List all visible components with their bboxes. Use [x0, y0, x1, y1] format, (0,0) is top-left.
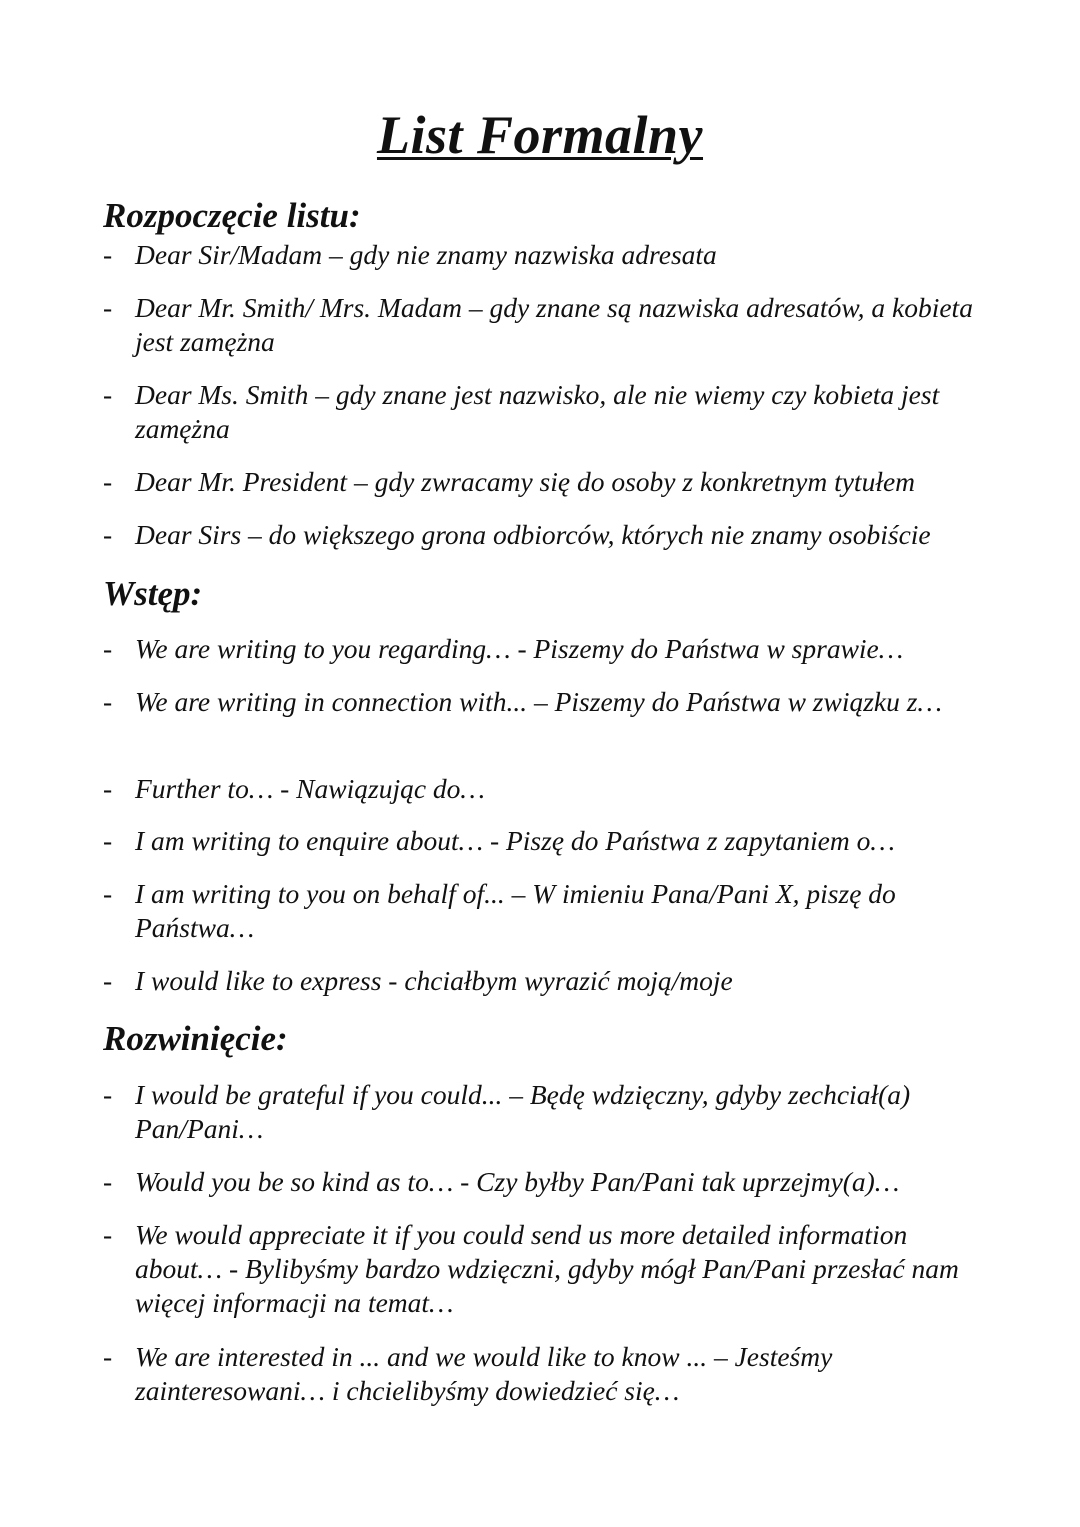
list-item-text: I am writing to enquire about… - Piszę do Państwa z zapytaniem o…: [135, 825, 895, 856]
section-heading-greeting: Rozpoczęcie listu:: [103, 196, 361, 235]
bullet-dash: -: [103, 1079, 113, 1110]
list-item-text: I would like to express - chciałbym wyrazić moją/moje: [135, 965, 733, 996]
list-item: [103, 378, 983, 446]
list-item-text: We are writing to you regarding… - Piszemy do Państwa w sprawie…: [135, 633, 904, 664]
bullet-dash: -: [103, 965, 113, 996]
bullet-dash: -: [103, 379, 113, 410]
list-item-text: Dear Sirs – do większego grona odbiorców, których nie znamy osobiście: [135, 519, 931, 550]
list-item: [103, 1078, 983, 1146]
list-item: [103, 824, 983, 858]
list-item: [103, 518, 983, 552]
bullet-dash: -: [103, 773, 113, 804]
page-title: List Formalny: [376, 105, 704, 165]
list-item-text: We are interested in ... and we would like to know ... – Jesteśmy zainteresowani… i chcielibyśmy dowiedzieć się…: [135, 1341, 833, 1406]
section-heading-body: Rozwinięcie:: [103, 1019, 288, 1058]
list-item: [103, 877, 983, 945]
bullet-dash: -: [103, 1219, 113, 1250]
bullet-dash: -: [103, 633, 113, 664]
bullet-dash: -: [103, 825, 113, 856]
bullet-dash: -: [103, 519, 113, 550]
list-item-text: I would be grateful if you could... – Będę wdzięczny, gdyby zechciał(a) Pan/Pani…: [135, 1079, 911, 1144]
list-item-text: Further to… - Nawiązując do…: [135, 773, 485, 804]
list-item-text: We would appreciate it if you could send us more detailed information about… - Bylibyśmy bardzo wdzięczni, gdyby mógł Pan/Pani przesłać nam więcej informacji na temat…: [135, 1219, 959, 1318]
bullet-dash: -: [103, 239, 113, 270]
list-item: [103, 1165, 983, 1199]
list-item: [103, 1218, 983, 1320]
list-item-text: Dear Mr. Smith/ Mrs. Madam – gdy znane są nazwiska adresatów, a kobieta jest zamężna: [135, 292, 973, 357]
list-item-text: Dear Mr. President – gdy zwracamy się do osoby z konkretnym tytułem: [135, 466, 916, 497]
list-item-text: Dear Sir/Madam – gdy nie znamy nazwiska adresata: [135, 239, 717, 270]
list-item: [103, 964, 983, 998]
list-item: [103, 772, 983, 806]
list-item: [103, 291, 983, 359]
bullet-dash: -: [103, 878, 113, 909]
list-item-text: We are writing in connection with... – Piszemy do Państwa w związku z…: [135, 686, 942, 717]
list-item: [103, 465, 983, 499]
list-item-text: I am writing to you on behalf of... – W imieniu Pana/Pani X, piszę do Państwa…: [135, 878, 896, 943]
bullet-dash: -: [103, 1341, 113, 1372]
section-heading-introduction: Wstęp:: [103, 574, 203, 613]
list-item: [103, 238, 983, 272]
list-item: [103, 632, 983, 666]
list-item: [103, 1340, 983, 1408]
bullet-dash: -: [103, 292, 113, 323]
list-item-text: Dear Ms. Smith – gdy znane jest nazwisko, ale nie wiemy czy kobieta jest zamężna: [135, 379, 940, 444]
bullet-dash: -: [103, 686, 113, 717]
bullet-dash: -: [103, 466, 113, 497]
list-item-text: Would you be so kind as to… - Czy byłby Pan/Pani tak uprzejmy(a)…: [135, 1166, 900, 1197]
bullet-dash: -: [103, 1166, 113, 1197]
list-item: [103, 685, 983, 719]
